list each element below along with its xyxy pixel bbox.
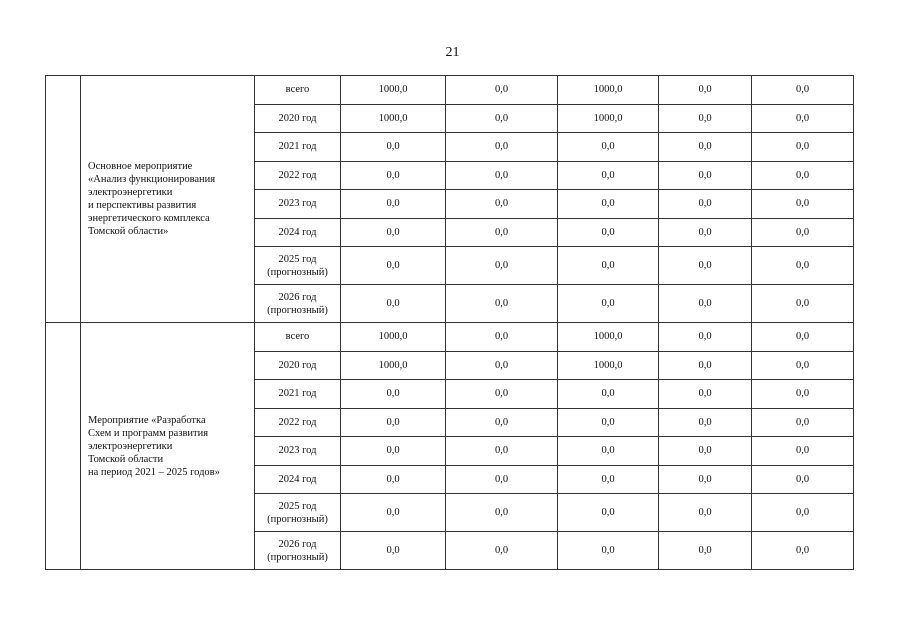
value-cell: 0,0 — [659, 465, 752, 494]
section-name-cell — [81, 76, 255, 323]
value-cell: 0,0 — [341, 465, 446, 494]
value-cell: 0,0 — [752, 218, 854, 247]
budget-table — [45, 75, 854, 570]
value-cell: 0,0 — [446, 104, 558, 133]
value-cell: 0,0 — [752, 351, 854, 380]
period-label: 2020 год — [278, 112, 317, 124]
period-label: 2020 год — [278, 359, 317, 371]
period-label: 2025 год — [278, 253, 317, 265]
value-cell: 0,0 — [752, 76, 854, 105]
period-cell — [255, 408, 341, 437]
value-cell: 0,0 — [446, 532, 558, 570]
value-cell: 0,0 — [752, 380, 854, 409]
value-cell: 0,0 — [659, 437, 752, 466]
period-cell — [255, 161, 341, 190]
value-cell: 0,0 — [446, 285, 558, 323]
value-cell: 0,0 — [446, 351, 558, 380]
value-cell: 0,0 — [558, 285, 659, 323]
period-label: 2022 год — [278, 416, 317, 428]
value-cell: 0,0 — [752, 323, 854, 352]
section-name-line: электроэнергетики — [88, 187, 173, 198]
budget-table-body — [46, 76, 854, 570]
value-cell: 0,0 — [752, 494, 854, 532]
value-cell: 0,0 — [558, 247, 659, 285]
value-cell: 1000,0 — [341, 104, 446, 133]
value-cell: 0,0 — [752, 104, 854, 133]
period-cell — [255, 104, 341, 133]
value-cell: 0,0 — [446, 494, 558, 532]
period-label: 2026 год — [278, 291, 317, 303]
period-label: (прогнозный) — [267, 266, 328, 278]
period-label: (прогнозный) — [267, 513, 328, 525]
value-cell: 0,0 — [341, 380, 446, 409]
section-name-line: на период 2021 – 2025 годов» — [88, 466, 220, 478]
period-label: (прогнозный) — [267, 551, 328, 563]
value-cell: 0,0 — [558, 437, 659, 466]
value-cell: 0,0 — [659, 408, 752, 437]
value-cell: 0,0 — [752, 532, 854, 570]
value-cell: 0,0 — [341, 532, 446, 570]
value-cell: 0,0 — [341, 161, 446, 190]
period-cell — [255, 190, 341, 219]
value-cell: 0,0 — [659, 494, 752, 532]
period-cell — [255, 465, 341, 494]
value-cell: 1000,0 — [558, 104, 659, 133]
period-cell — [255, 494, 341, 532]
value-cell: 0,0 — [341, 285, 446, 323]
period-label: 2023 год — [278, 445, 317, 457]
value-cell: 0,0 — [341, 437, 446, 466]
value-cell: 1000,0 — [341, 323, 446, 352]
value-cell: 0,0 — [659, 133, 752, 162]
value-cell: 0,0 — [446, 218, 558, 247]
value-cell: 0,0 — [558, 218, 659, 247]
period-label: (прогнозный) — [267, 304, 328, 316]
value-cell: 0,0 — [752, 437, 854, 466]
value-cell: 0,0 — [659, 285, 752, 323]
section-name-cell — [81, 323, 255, 570]
period-label: 2024 год — [278, 473, 317, 485]
section-name-line: Томской области» — [88, 226, 169, 237]
value-cell: 0,0 — [558, 465, 659, 494]
value-cell: 1000,0 — [558, 76, 659, 105]
value-cell: 0,0 — [659, 161, 752, 190]
period-label: 2024 год — [278, 226, 317, 238]
section-number-cell — [46, 76, 81, 323]
period-label: 2026 год — [278, 538, 317, 550]
value-cell: 0,0 — [752, 133, 854, 162]
value-cell: 0,0 — [446, 76, 558, 105]
value-cell: 0,0 — [446, 133, 558, 162]
table-row — [46, 76, 854, 105]
section-name-line: Основное мероприятие — [88, 161, 193, 172]
value-cell: 0,0 — [341, 190, 446, 219]
value-cell: 0,0 — [446, 437, 558, 466]
value-cell: 1000,0 — [341, 76, 446, 105]
table-row — [46, 323, 854, 352]
value-cell: 0,0 — [446, 465, 558, 494]
period-cell — [255, 218, 341, 247]
value-cell: 0,0 — [752, 247, 854, 285]
period-label: всего — [285, 331, 310, 343]
period-cell — [255, 323, 341, 352]
value-cell: 0,0 — [752, 161, 854, 190]
value-cell: 1000,0 — [341, 351, 446, 380]
value-cell: 0,0 — [341, 247, 446, 285]
value-cell: 0,0 — [659, 380, 752, 409]
value-cell: 0,0 — [752, 285, 854, 323]
value-cell: 0,0 — [659, 218, 752, 247]
period-cell — [255, 133, 341, 162]
section-name-line: энергетического комплекса — [88, 213, 210, 224]
section-number-cell — [46, 323, 81, 570]
value-cell: 1000,0 — [558, 351, 659, 380]
section-name-line: электроэнергетики — [88, 440, 173, 452]
value-cell: 0,0 — [558, 133, 659, 162]
value-cell: 1000,0 — [558, 323, 659, 352]
value-cell: 0,0 — [341, 218, 446, 247]
period-cell — [255, 285, 341, 323]
period-cell — [255, 247, 341, 285]
value-cell: 0,0 — [558, 380, 659, 409]
value-cell: 0,0 — [558, 190, 659, 219]
period-label: 2025 год — [278, 500, 317, 512]
period-cell — [255, 532, 341, 570]
period-label: 2021 год — [278, 141, 317, 153]
period-label: всего — [285, 84, 310, 96]
value-cell: 0,0 — [752, 408, 854, 437]
value-cell: 0,0 — [752, 190, 854, 219]
value-cell: 0,0 — [446, 247, 558, 285]
value-cell: 0,0 — [446, 323, 558, 352]
value-cell: 0,0 — [446, 190, 558, 219]
value-cell: 0,0 — [659, 323, 752, 352]
value-cell: 0,0 — [659, 76, 752, 105]
value-cell: 0,0 — [752, 465, 854, 494]
period-cell — [255, 351, 341, 380]
period-label: 2022 год — [278, 169, 317, 181]
value-cell: 0,0 — [446, 380, 558, 409]
value-cell: 0,0 — [659, 104, 752, 133]
section-name-line: Томской области — [88, 453, 164, 465]
value-cell: 0,0 — [659, 351, 752, 380]
value-cell: 0,0 — [659, 190, 752, 219]
value-cell: 0,0 — [558, 532, 659, 570]
value-cell: 0,0 — [341, 408, 446, 437]
value-cell: 0,0 — [558, 494, 659, 532]
period-cell — [255, 380, 341, 409]
value-cell: 0,0 — [659, 532, 752, 570]
value-cell: 0,0 — [659, 247, 752, 285]
value-cell: 0,0 — [341, 133, 446, 162]
period-cell — [255, 437, 341, 466]
period-label: 2023 год — [278, 198, 317, 210]
period-cell — [255, 76, 341, 105]
section-name-line: и перспективы развития — [88, 200, 197, 211]
value-cell: 0,0 — [558, 161, 659, 190]
value-cell: 0,0 — [558, 408, 659, 437]
value-cell: 0,0 — [446, 161, 558, 190]
section-name-line: Схем и программ развития — [88, 427, 209, 439]
page-number: 21 — [445, 45, 460, 60]
section-name-line: Мероприятие «Разработка — [88, 414, 206, 426]
value-cell: 0,0 — [446, 408, 558, 437]
period-label: 2021 год — [278, 388, 317, 400]
section-name-line: «Анализ функционирования — [88, 174, 216, 185]
value-cell: 0,0 — [341, 494, 446, 532]
